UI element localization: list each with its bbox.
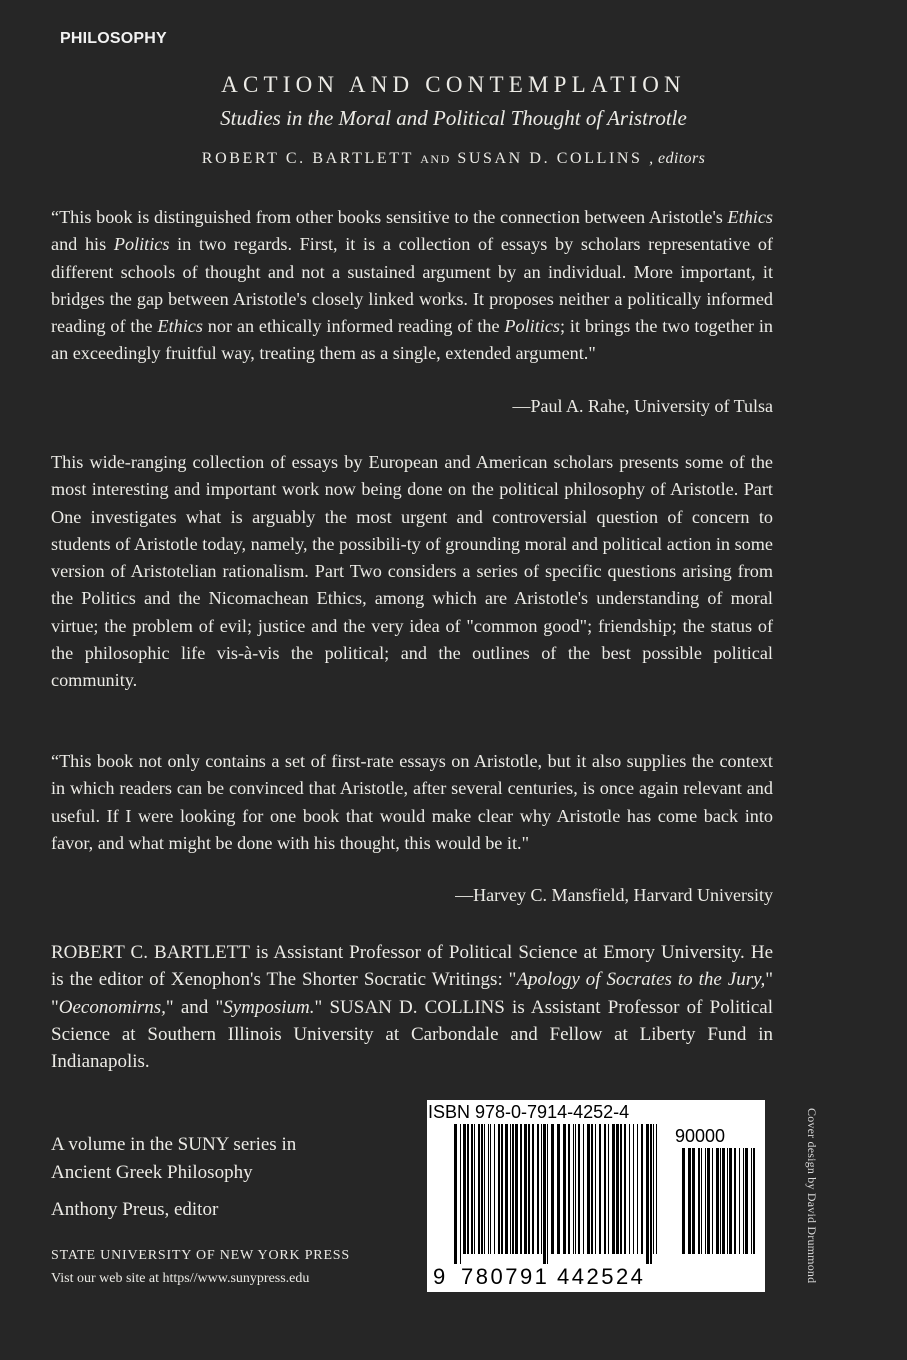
barcode-bar bbox=[471, 1124, 473, 1254]
barcode-bar bbox=[712, 1148, 713, 1254]
barcode-bar bbox=[481, 1124, 483, 1254]
ean-bars bbox=[453, 1124, 659, 1264]
barcode-bar bbox=[524, 1124, 527, 1254]
barcode-bar bbox=[595, 1124, 596, 1254]
category-label: PHILOSOPHY bbox=[60, 30, 167, 47]
quote-italic: Politics bbox=[113, 234, 170, 255]
barcode-bar bbox=[501, 1124, 503, 1254]
barcode-bar bbox=[653, 1124, 654, 1254]
barcode-bar bbox=[543, 1124, 546, 1264]
quote-text: in two regards. First, it is a collection of essays by scholars representative of different schools of thought and not a sustained argument by an individual. More important, it bridges the gap between Aristotle's closely linked works. It proposes neither a politically informed reading of the bbox=[51, 234, 773, 337]
review-quote-2: “This book not only contains a set of first-rate essays on Aristotle, but it also supplies the context in which readers can be convinced that Aristotle, after several centuries, is once again relevant and useful. If I were looking for one book that would make clear why Aristotle has come back into favor, and what might be done with his thought, this would be it." bbox=[51, 751, 773, 853]
barcode-bar bbox=[478, 1124, 480, 1254]
book-description: This wide-ranging collection of essays by European and American scholars presents some of the most interesting and important work now being done on the political philosophy of Aristotle. Part One investigates what is arguably the most urgent and controversial question of concern to students of Aristotle today, namely, the possibili-ty of grounding moral and political action in some version of Aristotelian rationalism. Part Two considers a series of specific questions arising from the Politics and the Nicomachean Ethics, among which are Aristotle's understanding of moral virtue; the problem of evil; justice and the very idea of "common good"; friendship; the status of the philosophic life vis-à-vis the political; and the outlines of the best possible political community. bbox=[51, 452, 773, 691]
barcode-bar bbox=[599, 1124, 601, 1254]
barcode-bar bbox=[729, 1148, 732, 1254]
series-editor: Anthony Preus, editor bbox=[51, 1199, 219, 1220]
quote-italic: Ethics bbox=[727, 207, 773, 227]
barcode-bar bbox=[575, 1124, 576, 1254]
barcode-bar bbox=[510, 1124, 511, 1254]
barcode-bar bbox=[498, 1124, 500, 1254]
barcode-bar bbox=[547, 1124, 548, 1264]
bio-italic: Oeconomirns, bbox=[58, 996, 166, 1018]
barcode-bar bbox=[557, 1124, 560, 1254]
bio-italic: Apology of Socrates to the Jury, bbox=[516, 969, 766, 991]
barcode-bar bbox=[734, 1148, 736, 1254]
review-attribution-2: —Harvey C. Mansfield, Harvard University bbox=[455, 885, 773, 905]
barcode-bar bbox=[505, 1124, 508, 1254]
barcode-bar bbox=[474, 1124, 475, 1254]
bio-italic: Symposium. bbox=[223, 996, 315, 1018]
barcode-bar bbox=[722, 1148, 725, 1254]
bio-text: " and " bbox=[165, 996, 224, 1018]
barcode-bar bbox=[488, 1124, 489, 1254]
barcode-bar bbox=[528, 1124, 530, 1254]
cover-credit: Cover design by David Drummond bbox=[805, 1108, 819, 1284]
barcode-bar bbox=[753, 1148, 755, 1254]
barcode-bar bbox=[650, 1124, 652, 1264]
barcode-bar bbox=[591, 1124, 593, 1254]
barcode-bar bbox=[629, 1124, 630, 1254]
editor-name-1: ROBERT C. BARTLETT bbox=[201, 150, 414, 167]
editors-suffix: , editors bbox=[649, 150, 706, 167]
barcode-bar bbox=[720, 1148, 721, 1254]
quote-italic: Ethics bbox=[157, 316, 203, 337]
barcode-bar bbox=[682, 1148, 685, 1254]
barcode-bar bbox=[583, 1124, 584, 1254]
series-note bbox=[51, 1131, 296, 1186]
publisher-website: Vist our web site at https//www.sunypress.edu bbox=[51, 1271, 310, 1286]
barcode-bar bbox=[707, 1148, 710, 1254]
barcode-bar bbox=[716, 1148, 719, 1254]
barcode-bar bbox=[743, 1148, 744, 1254]
barcode-bar bbox=[608, 1124, 609, 1254]
barcode-bar bbox=[616, 1124, 619, 1254]
barcode-bar bbox=[532, 1124, 534, 1254]
ean-first-digit: 9 bbox=[433, 1264, 446, 1289]
barcode bbox=[427, 1100, 765, 1292]
barcode-bar bbox=[688, 1148, 691, 1254]
book-title: ACTION AND CONTEMPLATION bbox=[221, 72, 686, 97]
barcode-bar bbox=[698, 1148, 700, 1254]
book-subtitle: Studies in the Moral and Political Thought of Aristrotle bbox=[220, 106, 687, 130]
price-code: 90000 bbox=[675, 1126, 726, 1146]
isbn-label: ISBN 978-0-7914-4252-4 bbox=[428, 1102, 630, 1122]
barcode-bar bbox=[692, 1148, 695, 1254]
barcode-bar bbox=[637, 1124, 638, 1254]
ean-left-digits: 780791 bbox=[461, 1264, 550, 1289]
quote-text: “This book is distinguished from other books sensitive to the connection between Aristotle's bbox=[51, 207, 728, 227]
review-quote-1 bbox=[51, 204, 773, 368]
barcode-bar bbox=[727, 1148, 728, 1254]
barcode-bar bbox=[751, 1148, 752, 1254]
review-attribution-1: —Paul A. Rahe, University of Tulsa bbox=[512, 396, 773, 416]
barcode-bar bbox=[551, 1124, 554, 1254]
bio-text: ROBERT C. BARTLETT is Assistant Professor of Political Science at Emory University. He is the editor of Xenophon's The Shorter Socratic Writings: " bbox=[51, 942, 773, 991]
barcode-bar bbox=[641, 1124, 643, 1254]
editor-name-2: SUSAN D. COLLINS bbox=[457, 150, 643, 167]
price-bars bbox=[681, 1148, 759, 1264]
bio-text: " " bbox=[51, 969, 774, 1018]
quote-italic: Politics bbox=[504, 316, 560, 337]
ean-right-digits: 442524 bbox=[557, 1264, 646, 1289]
barcode-bar bbox=[739, 1148, 740, 1254]
barcode-bar bbox=[633, 1124, 634, 1254]
barcode-bar bbox=[573, 1124, 574, 1254]
barcode-bar bbox=[515, 1124, 518, 1254]
barcode-bar bbox=[701, 1148, 702, 1254]
quote-text: nor an ethically informed reading of the bbox=[202, 316, 505, 337]
editors-line bbox=[0, 150, 907, 168]
barcode-bar bbox=[467, 1124, 469, 1254]
barcode-bar bbox=[568, 1124, 570, 1254]
barcode-bar bbox=[490, 1124, 491, 1254]
barcode-bar bbox=[705, 1148, 706, 1254]
barcode-bar bbox=[494, 1124, 495, 1254]
publisher-name: STATE UNIVERSITY OF NEW YORK PRESS bbox=[51, 1248, 350, 1263]
editors-and: AND bbox=[420, 152, 451, 166]
quote-text: and his bbox=[51, 234, 114, 255]
barcode-bar bbox=[612, 1124, 615, 1254]
barcode-bar bbox=[463, 1124, 466, 1254]
series-line-1: A volume in the SUNY series in bbox=[51, 1134, 297, 1155]
bio-text: " SUSAN D. COLLINS is Assistant Professor of Political Science at Southern Illinois University at Carbondale and Fellow at Liberty Fund in Indianapolis. bbox=[51, 996, 774, 1073]
barcode-bar bbox=[454, 1124, 457, 1264]
barcode-bar bbox=[512, 1124, 514, 1254]
barcode-bar bbox=[563, 1124, 566, 1254]
editors-bio bbox=[51, 939, 773, 1075]
barcode-bar bbox=[624, 1124, 626, 1254]
barcode-bar bbox=[520, 1124, 522, 1254]
barcode-bar bbox=[604, 1124, 606, 1254]
barcode-bar bbox=[578, 1124, 580, 1254]
barcode-bar bbox=[745, 1148, 748, 1254]
barcode-bar bbox=[587, 1124, 590, 1254]
barcode-bar bbox=[620, 1124, 622, 1254]
barcode-bar bbox=[537, 1124, 539, 1254]
series-line-2: Ancient Greek Philosophy bbox=[51, 1161, 253, 1183]
barcode-bar bbox=[656, 1124, 657, 1254]
barcode-bar bbox=[484, 1124, 485, 1254]
barcode-bar bbox=[541, 1124, 542, 1254]
barcode-bar bbox=[646, 1124, 649, 1264]
quote-text: ; it brings the two together in an exceedingly fruitful way, treating them as a single, extended argument." bbox=[51, 316, 773, 364]
barcode-bar bbox=[460, 1124, 461, 1264]
